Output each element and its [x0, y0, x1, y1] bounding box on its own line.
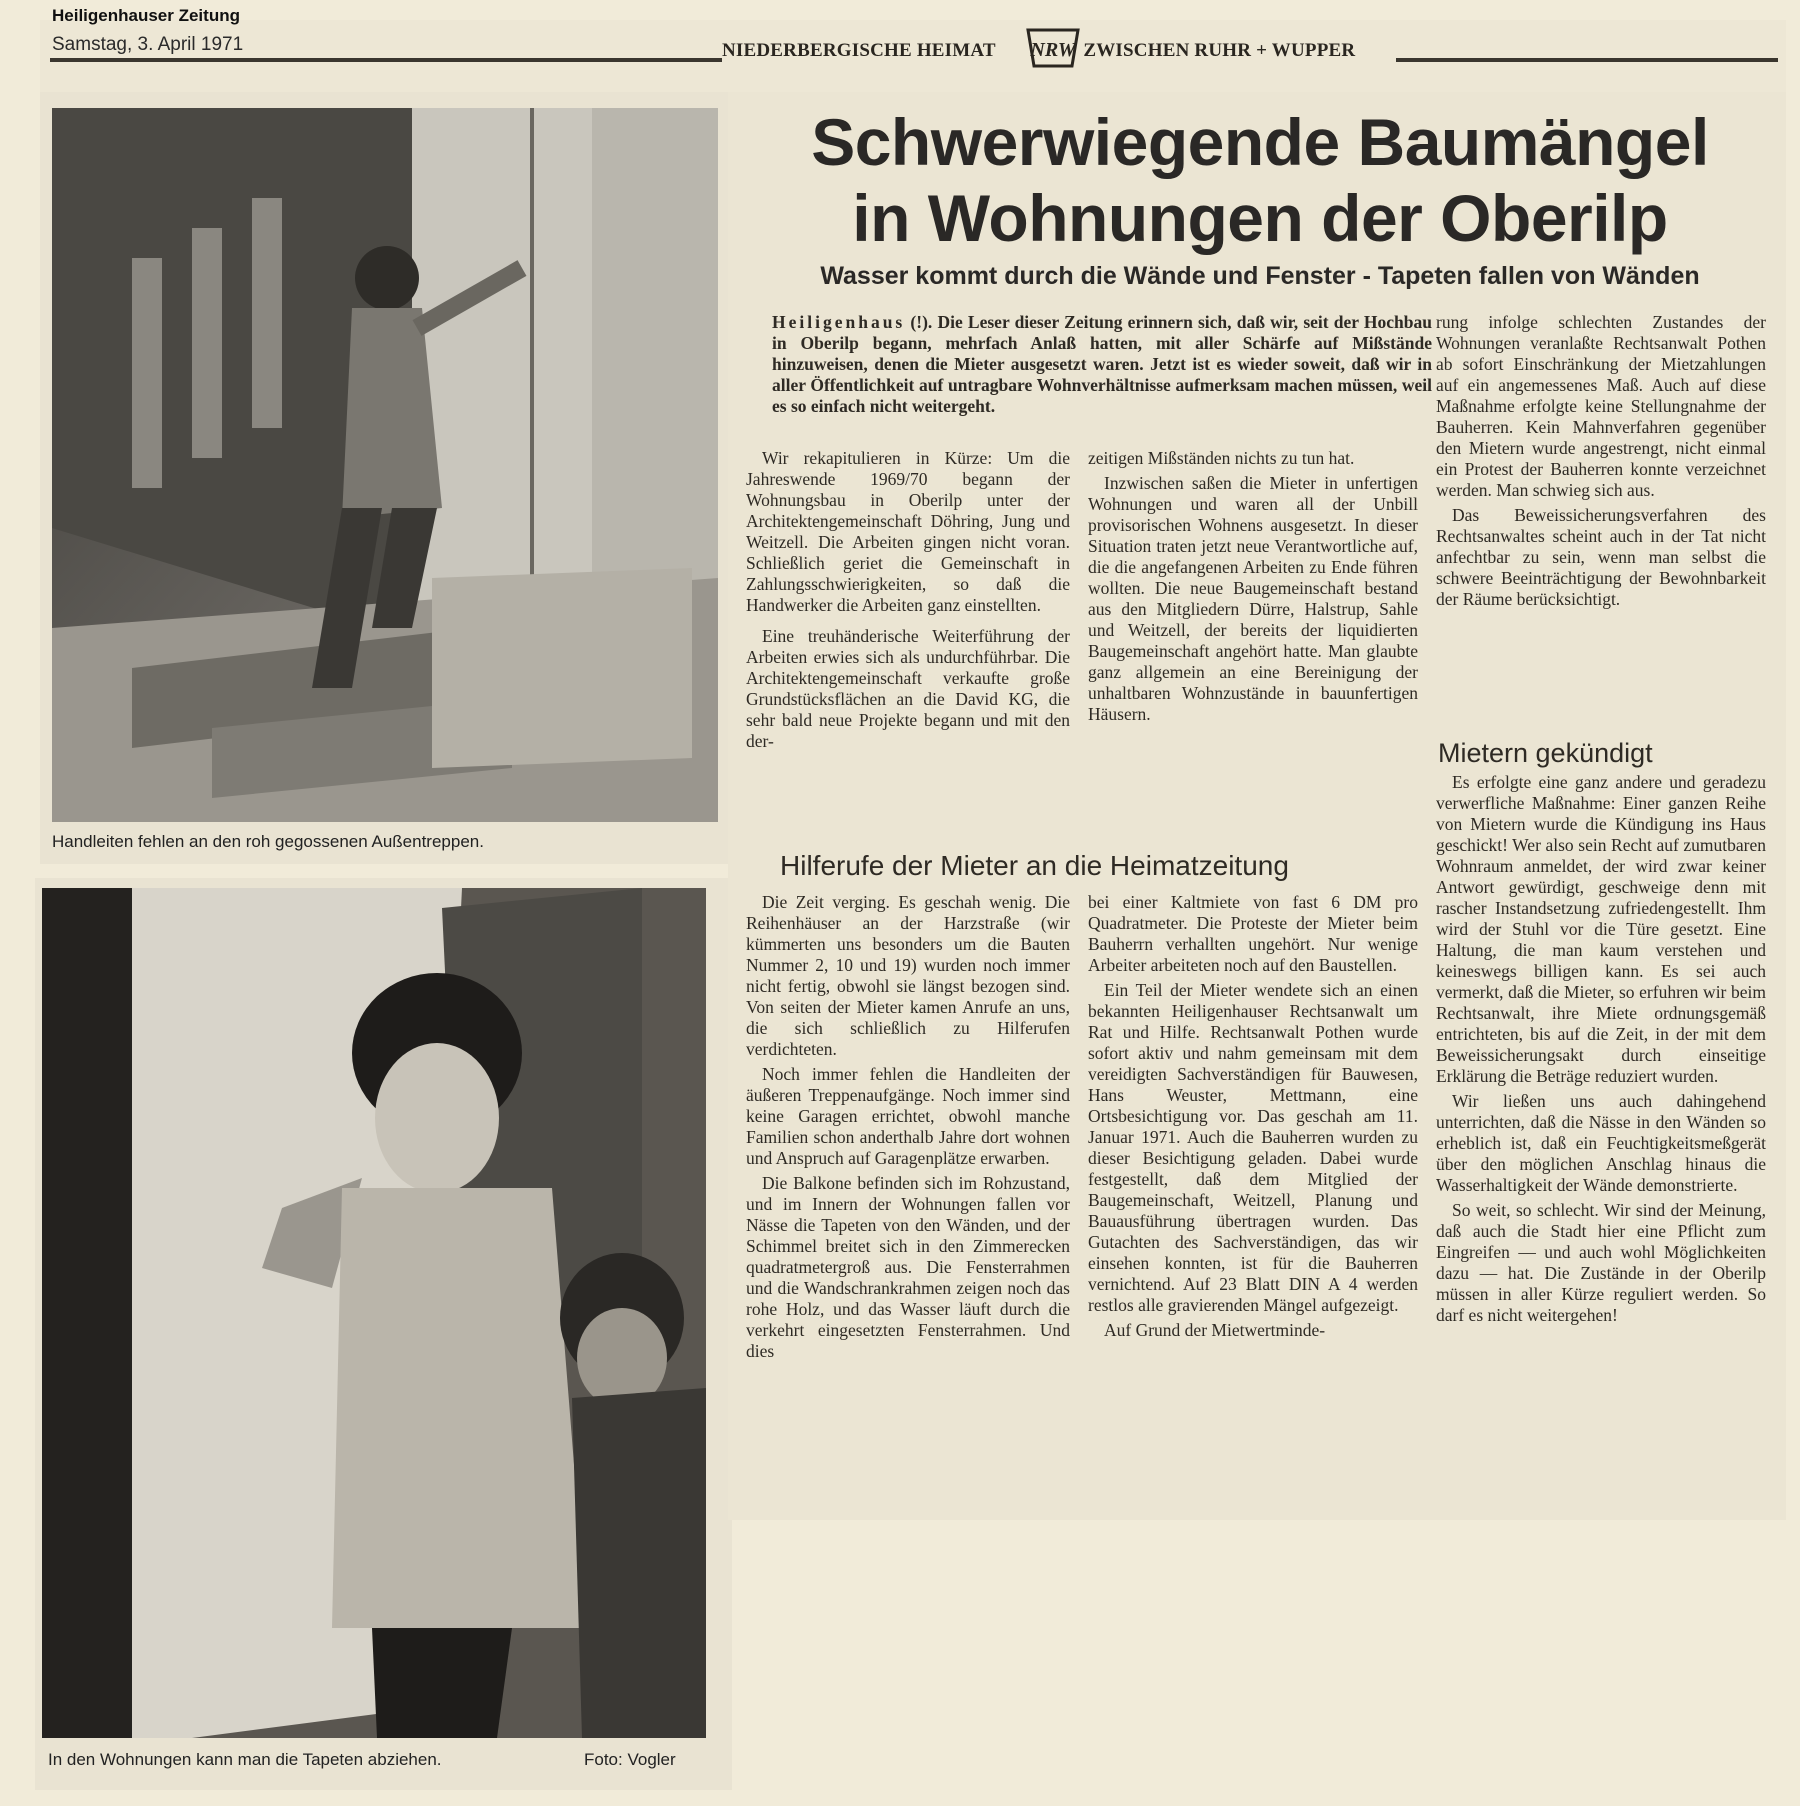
paragraph: Inzwischen saßen die Mieter in unfertigen Wohnungen und waren all der Unbill provisorischen Wohnens ausgesetzt. In dieser Situation traten jetzt neue Verantwortliche auf, die die angefangenen Arbeiten zu Ende führen wollten. Die neue Baugemeinschaft bestand aus den Mitgliedern Dürre, Halstrup, Sahle und Weitzell, der bereits der liquidierten Baugemeinschaft angehört hatte. Man glaubte ganz allgemein an eine Bereinigung der unhaltbaren Wohnzustände in bauunfertigen Häusern. — [1088, 473, 1418, 724]
paragraph: Eine treuhänderische Weiterführung der Arbeiten erwies sich als undurchführbar. Die Architektengemeinschaft verkaufte große Grundstücksflächen an die David KG, die sehr bald neue Projekte begann und mit den der- — [746, 626, 1070, 751]
column-2-upper — [1088, 448, 1418, 729]
subheadline: Wasser kommt durch die Wände und Fenster - Tapeten fallen von Wänden — [820, 262, 1700, 290]
lead-paragraph — [772, 312, 1432, 417]
column-3-upper — [1436, 312, 1766, 614]
paragraph: Noch immer fehlen die Handleiten der äußeren Treppenaufgänge. Noch immer sind keine Garagen errichtet, obwohl manche Familien schon anderthalb Jahre dort wohnen und Anspruch auf Garagenplätze erwarben. — [746, 1064, 1070, 1168]
source-title: Heiligenhauser Zeitung — [52, 6, 240, 25]
header-rule-right — [1396, 58, 1778, 62]
photo1-caption: Handleiten fehlen an den roh gegossenen Außentreppen. — [52, 832, 484, 851]
paragraph: Es erfolgte eine ganz andere und geradezu verwerfliche Maßnahme: Einer ganzen Reihe von Mietern wurde die Kündigung ins Haus geschickt! Wer also sein Recht auf zumutbaren Wohnraum anmeldet, der wird zwar keiner Antwort gewürdigt, geschweige denn mit rascher Instandsetzung zufriedengestellt. Ihm wird der Stuhl vor die Türe gesetzt. Eine Haltung, die man kaum verstehen und keineswegs billigen kann. Es sei auch vermerkt, daß die Mieter, so erfuhren wir beim Rechtsanwalt, ihre Miete ordnungsgemäß entrichteten, bis auf die Zeit, in der mit dem Beweissicherungsakt durch einseitige Erklärung die Beträge reduziert wurden. — [1436, 772, 1766, 1086]
headline-line-2: in Wohnungen der Oberilp — [852, 181, 1668, 255]
paragraph: Wir ließen uns auch dahingehend unterrichten, daß die Nässe in den Wänden so erheblich ist, daß ein Feuchtigkeitsmeßgerät über den möglichen Anschlag hinaus die Wasserhaltigkeit der Wände demonstrierte. — [1436, 1091, 1766, 1195]
lead-dateline: Heiligenhaus — [772, 312, 906, 332]
column-1-lower — [746, 892, 1070, 1366]
column-2-lower — [1088, 892, 1418, 1345]
logo-text: NRW — [1030, 39, 1076, 61]
paragraph: zeitigen Mißständen nichts zu tun hat. — [1088, 448, 1355, 468]
masthead-left: NIEDERBERGISCHE HEIMAT — [722, 40, 996, 61]
photo-wallpaper — [42, 888, 706, 1738]
paragraph: Das Beweissicherungsverfahren des Rechtsanwaltes scheint auch in der Tat nicht anfechtbar zu sein, wenn man selbst die schwere Beeinträchtigung der Bewohnbarkeit der Räume berücksichtigt. — [1436, 505, 1766, 609]
issue-date: Samstag, 3. April 1971 — [52, 34, 244, 55]
paragraph: Ein Teil der Mieter wendete sich an einen bekannten Heiligenhauser Rechtsanwalt um Rat und Hilfe. Rechtsanwalt Pothen wurde sofort aktiv und nahm gemeinsam mit dem vereidigten Sachverständigen für Bauwesen, Hans Weuster, Mettmann, eine Ortsbesichtigung vor. Das geschah am 11. Januar 1971. Auch die Bauherren wurden zu dieser Besichtigung geladen. Dabei wurde festgestellt, daß dem Mitglied der Baugemeinschaft, Weitzell, Planung und Bauausführung übertragen wurden. Das Gutachten des Sachverständigen, das wir einsehen konnten, ist für die Bauherren vernichtend. Auf 23 Blatt DIN A 4 werden restlos alle gravierenden Mängel aufgezeigt. — [1088, 980, 1418, 1315]
column-3-lower — [1436, 772, 1766, 1330]
paragraph: Die Balkone befinden sich im Rohzustand, und im Innern der Wohnungen fallen vor Nässe die Tapeten von den Wänden, und der Schimmel breitet sich in den Zimmerecken quadratmetergroß aus. Die Fensterrahmen und die Wandschrankrahmen zeigen noch das rohe Holz, und das Wasser läuft durch die verkehrt eingesetzten Fensterrahmen. Und dies — [746, 1173, 1070, 1361]
column-1-upper — [746, 448, 1070, 756]
paragraph: Wir rekapitulieren in Kürze: Um die Jahreswende 1969/70 begann der Wohnungsbau in Oberilp unter der Architektengemeinschaft Döhring, Jung und Weitzell. Die Arbeiten gingen nicht voran. Schließlich geriet die Gemeinschaft in Zahlungsschwierigkeiten, so daß die Handwerker die Arbeiten ganz einstellten. — [746, 448, 1070, 615]
section-heading-2: Mietern gekündigt — [1438, 738, 1653, 768]
lead-text: (!). Die Leser dieser Zeitung erinnern sich, daß wir, seit der Hochbau in Oberilp begann, mehrfach Anlaß hatten, mit aller Schärfe auf Mißstände hinzuweisen, denen die Mieter ausgesetzt waren. Jetzt ist es wieder soweit, daß wir in aller Öffentlichkeit auf untragbare Wohnverhältnisse aufmerksam machen müssen, weil es so einfach nicht weitergeht. — [772, 312, 1432, 416]
masthead-right: ZWISCHEN RUHR + WUPPER — [1083, 40, 1356, 61]
paragraph: Die Zeit verging. Es geschah wenig. Die Reihenhäuser an der Harzstraße (wir kümmerten uns besonders um die Bauten Nummer 2, 10 und 19) wurden noch immer nicht fertig, obwohl sie längst bezogen sind. Von seiten der Mieter kamen Anrufe an uns, die sich schließlich zu Hilferufen verdichteten. — [746, 892, 1070, 1059]
photo-staircase — [52, 108, 718, 822]
nrw-logo — [1022, 26, 1084, 70]
paragraph: bei einer Kaltmiete von fast 6 DM pro Quadratmeter. Die Proteste der Mieter beim Bauherrn verhallten ungehört. Nur wenige Arbeiter arbeiteten noch auf den Baustellen. — [1088, 892, 1418, 975]
photo-credit: Foto: Vogler — [584, 1750, 676, 1769]
headline-line-1: Schwerwiegende Baumängel — [811, 105, 1709, 179]
header-rule-left — [50, 58, 722, 62]
section-heading: Hilferufe der Mieter an die Heimatzeitung — [780, 850, 1289, 881]
paragraph: rung infolge schlechten Zustandes der Wohnungen veranlaßte Rechtsanwalt Pothen ab sofort Einschränkung der Mietzahlungen auf ein angemessenes Maß. Auch auf diese Maßnahme erfolgte keine Stellungnahme der Bauherren. Kein Mahnverfahren gegenüber den Mietern wurde angestrengt, nicht einmal ein Protest der Bauherren konnte verzeichnet werden. Man schwieg sich aus. — [1436, 312, 1766, 500]
paragraph: Auf Grund der Mietwertminde- — [1104, 1320, 1326, 1340]
paragraph: So weit, so schlecht. Wir sind der Meinung, daß auch die Stadt hier eine Pflicht zum Eingreifen — und auch wohl Möglichkeiten dazu — hat. Die Zustände in der Oberilp müssen in aller Kürze reguliert werden. So darf es nicht weitergehen! — [1436, 1200, 1766, 1325]
photo2-caption: In den Wohnungen kann man die Tapeten abziehen. — [48, 1750, 442, 1769]
headline — [740, 104, 1780, 256]
